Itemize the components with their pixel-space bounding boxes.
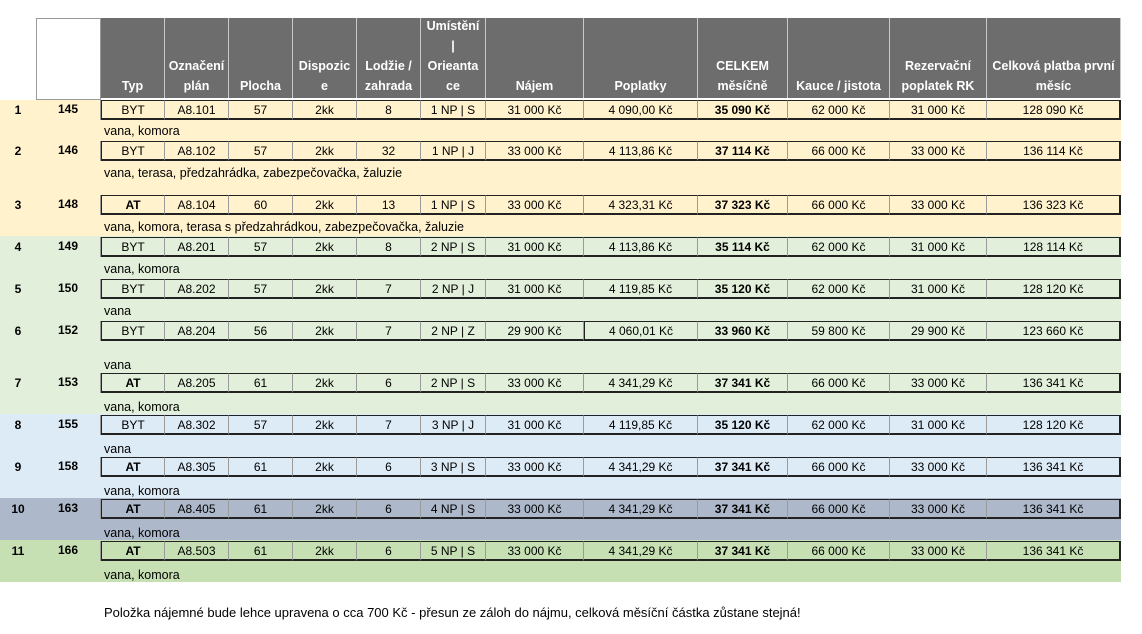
cell-area: 61 — [229, 457, 293, 477]
cell-deposit: 66 000 Kč — [788, 457, 890, 477]
cell-plan-label: A8.302 — [165, 415, 229, 435]
cell-layout: 2kk — [293, 100, 357, 120]
cell-type: BYT — [101, 321, 165, 341]
cell-total-monthly: 35 120 Kč — [698, 415, 788, 435]
table-row[interactable] — [36, 457, 1121, 477]
cell-type: BYT — [101, 279, 165, 299]
header-first-month-total — [987, 18, 1121, 98]
cell-rent: 33 000 Kč — [486, 195, 584, 215]
header-text: měsíčně — [717, 79, 768, 93]
table-row[interactable] — [36, 237, 1121, 257]
row-note: vana — [104, 358, 132, 372]
table-row[interactable] — [36, 279, 1121, 299]
row-note: vana, komora — [104, 484, 180, 498]
cell-loggia-garden: 6 — [357, 373, 421, 393]
cell-unit-number: 155 — [36, 415, 101, 435]
cell-location-orientation: 3 NP | J — [421, 415, 486, 435]
cell-rent: 31 000 Kč — [486, 279, 584, 299]
cell-layout: 2kk — [293, 415, 357, 435]
cell-agency-fee: 33 000 Kč — [890, 373, 987, 393]
cell-first-month-total: 136 323 Kč — [987, 195, 1121, 215]
header-area — [229, 18, 293, 98]
row-number: 2 — [14, 144, 22, 158]
header-deposit — [788, 18, 890, 98]
cell-rent: 31 000 Kč — [486, 237, 584, 257]
cell-loggia-garden: 32 — [357, 141, 421, 161]
cell-first-month-total: 128 120 Kč — [987, 279, 1121, 299]
cell-total-monthly: 37 341 Kč — [698, 499, 788, 519]
cell-unit-number: 153 — [36, 373, 101, 393]
row-note: vana, komora — [104, 568, 180, 582]
cell-deposit: 66 000 Kč — [788, 541, 890, 561]
header-agency-fee — [890, 18, 987, 98]
header-text: Lodžie / — [365, 59, 412, 73]
cell-rent: 33 000 Kč — [486, 141, 584, 161]
cell-plan-label: A8.102 — [165, 141, 229, 161]
cell-total-monthly: 35 114 Kč — [698, 237, 788, 257]
cell-area: 57 — [229, 415, 293, 435]
cell-fees: 4 323,31 Kč — [584, 195, 698, 215]
cell-agency-fee: 29 900 Kč — [890, 321, 987, 341]
header-text: CELKEM — [716, 59, 769, 73]
header-text: Plocha — [240, 79, 281, 93]
cell-rent: 33 000 Kč — [486, 373, 584, 393]
cell-deposit: 62 000 Kč — [788, 279, 890, 299]
cell-layout: 2kk — [293, 195, 357, 215]
cell-area: 60 — [229, 195, 293, 215]
cell-deposit: 66 000 Kč — [788, 195, 890, 215]
cell-fees: 4 341,29 Kč — [584, 457, 698, 477]
cell-plan-label: A8.104 — [165, 195, 229, 215]
cell-type: AT — [101, 195, 165, 215]
row-note: vana, komora — [104, 262, 180, 276]
cell-layout: 2kk — [293, 499, 357, 519]
cell-location-orientation: 4 NP | S — [421, 499, 486, 519]
cell-first-month-total: 136 341 Kč — [987, 457, 1121, 477]
header-text: Poplatky — [614, 79, 667, 93]
cell-loggia-garden: 7 — [357, 321, 421, 341]
header-text: poplatek RK — [901, 79, 975, 93]
header-text: plán — [183, 79, 210, 93]
cell-type: BYT — [101, 100, 165, 120]
cell-deposit: 66 000 Kč — [788, 373, 890, 393]
cell-layout: 2kk — [293, 279, 357, 299]
cell-loggia-garden: 8 — [357, 237, 421, 257]
cell-area: 61 — [229, 499, 293, 519]
cell-location-orientation: 2 NP | J — [421, 279, 486, 299]
cell-area: 61 — [229, 541, 293, 561]
cell-unit-number: 145 — [36, 100, 101, 120]
cell-area: 57 — [229, 237, 293, 257]
header-text: Umístění — [426, 19, 480, 33]
cell-unit-number: 150 — [36, 279, 101, 299]
cell-location-orientation: 1 NP | S — [421, 100, 486, 120]
table-row[interactable] — [36, 195, 1121, 215]
cell-plan-label: A8.201 — [165, 237, 229, 257]
cell-location-orientation: 3 NP | S — [421, 457, 486, 477]
header-layout — [293, 18, 357, 98]
cell-type: BYT — [101, 141, 165, 161]
cell-rent: 33 000 Kč — [486, 457, 584, 477]
cell-deposit: 62 000 Kč — [788, 415, 890, 435]
table-row[interactable] — [36, 100, 1121, 120]
row-note: vana, komora — [104, 124, 180, 138]
cell-agency-fee: 33 000 Kč — [890, 141, 987, 161]
header-text: Rezervační — [904, 59, 971, 73]
cell-fees: 4 119,85 Kč — [584, 415, 698, 435]
cell-layout: 2kk — [293, 141, 357, 161]
header-text: ce — [446, 79, 460, 93]
cell-first-month-total: 128 120 Kč — [987, 415, 1121, 435]
header-loggia-garden — [357, 18, 421, 98]
cell-agency-fee: 33 000 Kč — [890, 457, 987, 477]
row-number: 7 — [14, 376, 22, 390]
header-type — [101, 18, 165, 98]
cell-agency-fee: 31 000 Kč — [890, 100, 987, 120]
cell-first-month-total: 136 341 Kč — [987, 499, 1121, 519]
cell-type: AT — [101, 541, 165, 561]
cell-location-orientation: 1 NP | S — [421, 195, 486, 215]
cell-layout: 2kk — [293, 457, 357, 477]
header-text: Orieanta — [427, 59, 479, 73]
table-row[interactable] — [36, 321, 1121, 341]
cell-fees: 4 341,29 Kč — [584, 499, 698, 519]
row-note: vana, komora — [104, 526, 180, 540]
cell-total-monthly: 37 341 Kč — [698, 541, 788, 561]
row-number: 10 — [11, 502, 25, 516]
cell-fees: 4 341,29 Kč — [584, 373, 698, 393]
cell-type: BYT — [101, 415, 165, 435]
row-number: 1 — [14, 103, 22, 117]
header-total-monthly — [698, 18, 788, 98]
cell-fees: 4 060,01 Kč — [584, 321, 698, 341]
row-number: 5 — [14, 282, 22, 296]
cell-agency-fee: 31 000 Kč — [890, 237, 987, 257]
table-row[interactable] — [36, 373, 1121, 393]
cell-deposit: 62 000 Kč — [788, 100, 890, 120]
row-number: 6 — [14, 324, 22, 338]
cell-unit-number: 148 — [36, 195, 101, 215]
cell-loggia-garden: 6 — [357, 499, 421, 519]
cell-area: 61 — [229, 373, 293, 393]
cell-agency-fee: 33 000 Kč — [890, 499, 987, 519]
cell-type: AT — [101, 499, 165, 519]
header-text: zahrada — [364, 79, 413, 93]
cell-unit-number: 152 — [36, 321, 101, 341]
row-number: 3 — [14, 198, 22, 212]
cell-loggia-garden: 6 — [357, 457, 421, 477]
header-plan-label — [165, 18, 229, 98]
cell-area: 57 — [229, 100, 293, 120]
cell-unit-number: 158 — [36, 457, 101, 477]
cell-total-monthly: 37 323 Kč — [698, 195, 788, 215]
row-note: vana — [104, 442, 132, 456]
header-text: Kauce / jistota — [796, 79, 881, 93]
cell-first-month-total: 123 660 Kč — [987, 321, 1121, 341]
header-text: Typ — [121, 79, 144, 93]
cell-rent: 31 000 Kč — [486, 100, 584, 120]
cell-loggia-garden: 8 — [357, 100, 421, 120]
row-number: 4 — [14, 240, 22, 254]
cell-loggia-garden: 7 — [357, 279, 421, 299]
header-text: Nájem — [515, 79, 554, 93]
cell-first-month-total: 128 114 Kč — [987, 237, 1121, 257]
header-text: měsíc — [1035, 79, 1072, 93]
row-number: 8 — [14, 418, 22, 432]
cell-type: BYT — [101, 237, 165, 257]
cell-agency-fee: 33 000 Kč — [890, 541, 987, 561]
cell-total-monthly: 33 960 Kč — [698, 321, 788, 341]
row-note: vana — [104, 304, 132, 318]
cell-loggia-garden: 6 — [357, 541, 421, 561]
cell-rent: 31 000 Kč — [486, 415, 584, 435]
cell-area: 57 — [229, 141, 293, 161]
cell-type: AT — [101, 373, 165, 393]
cell-fees: 4 341,29 Kč — [584, 541, 698, 561]
table-row[interactable] — [36, 415, 1121, 435]
cell-fees: 4 119,85 Kč — [584, 279, 698, 299]
cell-location-orientation: 5 NP | S — [421, 541, 486, 561]
header-text: Celková platba první — [992, 59, 1115, 73]
row-number: 9 — [14, 460, 22, 474]
cell-fees: 4 090,00 Kč — [584, 100, 698, 120]
header-text: Dispozic — [298, 59, 351, 73]
cell-plan-label: A8.101 — [165, 100, 229, 120]
cell-deposit: 59 800 Kč — [788, 321, 890, 341]
cell-plan-label: A8.202 — [165, 279, 229, 299]
row-number: 11 — [11, 544, 25, 558]
cell-first-month-total: 136 341 Kč — [987, 541, 1121, 561]
cell-rent: 29 900 Kč — [486, 321, 584, 341]
cell-plan-label: A8.305 — [165, 457, 229, 477]
cell-agency-fee: 31 000 Kč — [890, 415, 987, 435]
cell-type: AT — [101, 457, 165, 477]
header-fees — [584, 18, 698, 98]
table-row[interactable] — [36, 499, 1121, 519]
cell-agency-fee: 33 000 Kč — [890, 195, 987, 215]
footer-note: Položka nájemné bude lehce upravena o cca 700 Kč - přesun ze záloh do nájmu, celková měsíční částka zůstane stejná! — [104, 605, 801, 620]
cell-first-month-total: 136 114 Kč — [987, 141, 1121, 161]
cell-location-orientation: 2 NP | S — [421, 373, 486, 393]
cell-rent: 33 000 Kč — [486, 499, 584, 519]
cell-location-orientation: 1 NP | J — [421, 141, 486, 161]
cell-first-month-total: 128 090 Kč — [987, 100, 1121, 120]
header-text: e — [321, 79, 328, 93]
cell-unit-number: 146 — [36, 141, 101, 161]
cell-area: 56 — [229, 321, 293, 341]
cell-deposit: 66 000 Kč — [788, 141, 890, 161]
cell-location-orientation: 2 NP | Z — [421, 321, 486, 341]
row-note: vana, komora, terasa s předzahrádkou, zabezpečovačka, žaluzie — [104, 220, 464, 234]
cell-layout: 2kk — [293, 541, 357, 561]
cell-unit-number: 149 — [36, 237, 101, 257]
table-row[interactable] — [36, 541, 1121, 561]
row-note: vana, terasa, předzahrádka, zabezpečovačka, žaluzie — [104, 166, 403, 180]
cell-total-monthly: 35 120 Kč — [698, 279, 788, 299]
cell-layout: 2kk — [293, 321, 357, 341]
header-rent — [486, 18, 584, 98]
cell-fees: 4 113,86 Kč — [584, 237, 698, 257]
cell-layout: 2kk — [293, 373, 357, 393]
cell-total-monthly: 37 114 Kč — [698, 141, 788, 161]
cell-layout: 2kk — [293, 237, 357, 257]
cell-deposit: 62 000 Kč — [788, 237, 890, 257]
cell-unit-number: 163 — [36, 499, 101, 519]
cell-unit-number: 166 — [36, 541, 101, 561]
cell-location-orientation: 2 NP | S — [421, 237, 486, 257]
cell-loggia-garden: 13 — [357, 195, 421, 215]
row-note: vana, komora — [104, 400, 180, 414]
header-location-orientation — [421, 18, 486, 98]
cell-total-monthly: 35 090 Kč — [698, 100, 788, 120]
cell-plan-label: A8.405 — [165, 499, 229, 519]
cell-rent: 33 000 Kč — [486, 541, 584, 561]
cell-loggia-garden: 7 — [357, 415, 421, 435]
cell-fees: 4 113,86 Kč — [584, 141, 698, 161]
cell-agency-fee: 31 000 Kč — [890, 279, 987, 299]
cell-first-month-total: 136 341 Kč — [987, 373, 1121, 393]
table-header — [36, 18, 1121, 100]
table-row[interactable] — [36, 141, 1121, 161]
header-unit-number — [36, 18, 101, 100]
header-text: | — [451, 39, 455, 53]
cell-total-monthly: 37 341 Kč — [698, 457, 788, 477]
cell-plan-label: A8.503 — [165, 541, 229, 561]
header-text: Označení — [168, 59, 225, 73]
cell-total-monthly: 37 341 Kč — [698, 373, 788, 393]
cell-area: 57 — [229, 279, 293, 299]
cell-plan-label: A8.205 — [165, 373, 229, 393]
cell-deposit: 66 000 Kč — [788, 499, 890, 519]
cell-plan-label: A8.204 — [165, 321, 229, 341]
